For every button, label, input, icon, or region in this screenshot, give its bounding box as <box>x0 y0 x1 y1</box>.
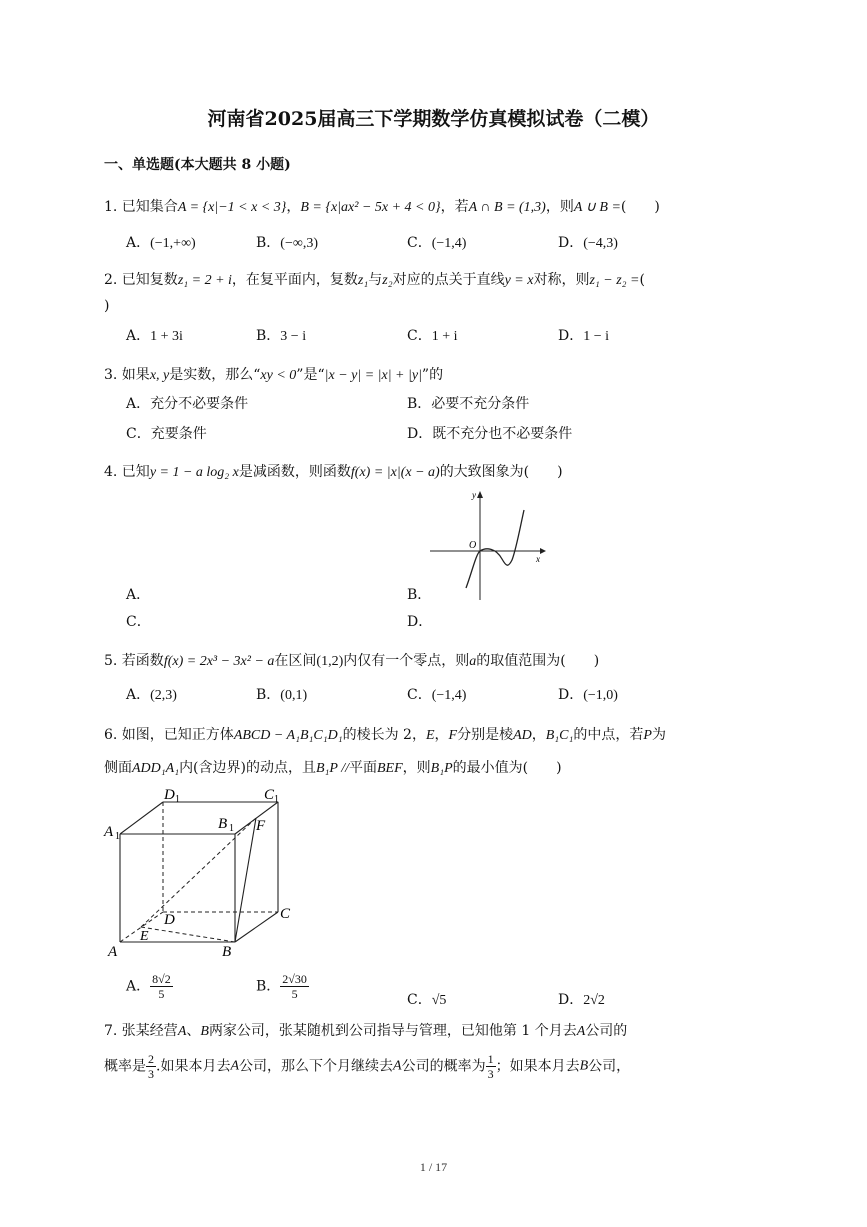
q7-math-a: A <box>177 1024 187 1039</box>
q5-math-a: f(x) = 2x³ − 3x² − a <box>163 654 275 669</box>
q6-line2-text-c: 平面 <box>349 760 377 776</box>
option-letter: B． <box>256 687 281 703</box>
q6-text-c: ， <box>434 727 449 743</box>
label-a1-subscript: 1 <box>115 831 120 842</box>
q5-text-c: 内仅有一个零点，则 <box>343 653 470 669</box>
question-2-stem <box>104 270 645 291</box>
option-letter: C． <box>407 328 432 344</box>
option-letter: C． <box>407 992 432 1008</box>
fraction-denominator: 3 <box>148 1067 154 1081</box>
label-a1: A <box>104 824 114 840</box>
q6-line2-text-a: 侧面 <box>104 760 132 776</box>
q1-option-b[interactable] <box>256 233 318 254</box>
option-value: (−1,4) <box>431 688 467 703</box>
q6-line2-math-b: B₁P // <box>316 761 349 776</box>
q7-line2-text-e: ；如果本月去 <box>495 1058 580 1075</box>
q2-math-a: z₁ = 2 + i <box>177 273 232 288</box>
label-d1-subscript: 1 <box>175 794 180 805</box>
q1-math-c: A ∩ B = (1,3) <box>468 200 546 215</box>
q2-text-c: 与 <box>368 272 383 288</box>
q6-option-c[interactable] <box>407 990 446 1011</box>
q4-graph-b <box>428 488 548 604</box>
q7-line2-text-a: 概率是 <box>104 1058 146 1075</box>
option-letter: C． <box>407 235 432 251</box>
option-fraction <box>150 972 173 1001</box>
q6-line2-text-e: 的最小值为( ) <box>452 760 562 776</box>
q2-option-a[interactable] <box>126 326 183 347</box>
q2-text-e: 对称，则 <box>533 272 590 288</box>
q3-math-a: x, y <box>149 368 170 383</box>
q2-text-a: 2. 已知复数 <box>104 272 178 288</box>
q4-option-c[interactable]: C． <box>126 614 151 630</box>
fraction-numerator: 1 <box>487 1052 494 1066</box>
q6-math-b: E <box>425 728 435 743</box>
option-value: 1 + 3i <box>150 329 183 344</box>
option-letter: B． <box>256 328 281 344</box>
q2-option-b[interactable] <box>256 326 306 347</box>
section-heading: 一、单选题(本大题共 8 小题) <box>104 157 291 173</box>
q7-line2-text-f: 公司， <box>588 1058 631 1075</box>
label-b: B <box>222 944 232 960</box>
q7-sep: 、 <box>186 1023 201 1039</box>
q6-option-d[interactable] <box>558 990 605 1011</box>
q3-option-b[interactable]: B．必要不充分条件 <box>407 396 530 412</box>
fraction-numerator: 2 <box>148 1052 154 1066</box>
question-7-stem-line2 <box>104 1052 630 1081</box>
option-value: (−1,0) <box>583 688 618 703</box>
edge-bc <box>235 912 278 942</box>
question-7-stem-line1 <box>104 1021 627 1042</box>
q4-text-b: 是减函数，则函数 <box>238 464 351 480</box>
option-value: √5 <box>431 993 447 1008</box>
q4-option-d[interactable]: D． <box>407 614 433 630</box>
question-4-stem <box>104 462 563 483</box>
q6-option-a[interactable] <box>126 972 173 1001</box>
option-value: (−1,4) <box>431 236 467 251</box>
label-d1: D <box>164 787 175 803</box>
q2-close-paren: ) <box>104 298 110 314</box>
option-value: 3 − i <box>280 329 307 344</box>
option-letter: D． <box>558 328 584 344</box>
q2-option-d[interactable] <box>558 326 609 347</box>
option-value: (−∞,3) <box>280 236 318 251</box>
q4-math-b: f(x) = |x|(x − a) <box>350 465 440 480</box>
q7-text-c: 公司的 <box>585 1023 628 1039</box>
q2-option-c[interactable] <box>407 326 458 347</box>
q6-line2-math-d: B₁P <box>430 761 453 776</box>
q5-math-c: a <box>469 654 477 669</box>
q5-option-a[interactable] <box>126 685 177 706</box>
q1-text-a: 1. 已知集合 <box>104 199 178 215</box>
q7-math-c: A <box>576 1024 586 1039</box>
q3-option-c[interactable]: C．充要条件 <box>126 426 207 442</box>
q2-text-f: ( <box>639 272 645 288</box>
q6-text-a: 6. 如图，已知正方体 <box>104 727 234 743</box>
q3-text-b: 是实数，那么“ <box>169 367 261 383</box>
page-number: 1 / 17 <box>419 1160 448 1174</box>
q4-text-c: 的大致图象为( ) <box>439 464 563 480</box>
q2-math-c: z₂ <box>382 273 393 288</box>
q1-text-b: ，若 <box>440 199 469 215</box>
q2-text-d: 对应的点关于直线 <box>392 272 505 288</box>
q1-option-c[interactable] <box>407 233 466 254</box>
option-letter: A． <box>126 687 151 703</box>
q6-math-f: P <box>643 728 652 743</box>
q1-math-b: B = {x|ax² − 5x + 4 < 0} <box>300 200 441 215</box>
q3-option-a[interactable]: A．充分不必要条件 <box>126 396 249 412</box>
label-e: E <box>140 929 149 944</box>
option-value: 1 + i <box>431 329 458 344</box>
question-1-stem <box>104 197 660 218</box>
q4-option-b[interactable]: B． <box>407 587 432 603</box>
q6-text-b: 的棱长为 2， <box>342 727 426 743</box>
q7-fraction-2 <box>486 1052 496 1081</box>
q7-line2-text-d: 公司的概率为 <box>401 1058 486 1075</box>
q6-option-b[interactable] <box>256 972 309 1001</box>
q6-text-e: ， <box>531 727 546 743</box>
q1-option-a[interactable] <box>126 233 196 254</box>
option-letter: D． <box>558 687 584 703</box>
q6-line2-math-a: ADD₁A₁ <box>132 761 180 776</box>
label-c: C <box>280 906 291 922</box>
option-value: (−4,3) <box>583 236 618 251</box>
q6-text-d: 分别是棱 <box>457 727 514 743</box>
q2-math-d: y = x <box>504 273 534 288</box>
q6-line2-math-c: BEF <box>377 761 403 776</box>
option-letter: B． <box>256 978 281 995</box>
q1-text-c: ，则 <box>545 199 574 215</box>
option-letter: A． <box>126 235 151 251</box>
label-f: F <box>256 818 266 834</box>
label-c1-subscript: 1 <box>274 794 279 805</box>
q7-math-b: B <box>200 1024 209 1039</box>
fraction-denominator: 5 <box>158 987 165 1001</box>
option-letter: A． <box>126 328 151 344</box>
q6-line2-text-b: 内(含边界)的动点，且 <box>179 760 316 776</box>
q1-math-d: A ∪ B = <box>573 200 621 215</box>
option-value: (−1,+∞) <box>150 236 196 251</box>
label-d: D <box>164 912 175 928</box>
q7-text-b: 两家公司，张某随机到公司指导与管理，已知他第 1 个月去 <box>208 1023 577 1039</box>
q3-text-d: ”的 <box>421 367 444 383</box>
q7-math-d: A <box>230 1058 240 1074</box>
label-b1: B <box>218 816 228 832</box>
q2-math-e: z₁ − z₂ = <box>589 273 640 288</box>
q3-text-a: 3. 如果 <box>104 367 150 383</box>
q4-math-a: y = 1 − a log₂ x <box>149 465 239 480</box>
q3-math-b: xy < 0 <box>260 368 297 383</box>
option-letter: C． <box>407 687 432 703</box>
q6-line2-text-d: ，则 <box>402 760 431 776</box>
q5-option-d[interactable] <box>558 685 618 706</box>
q6-math-c: F <box>448 728 458 743</box>
q5-text-a: 5. 若函数 <box>104 653 164 669</box>
option-value: (0,1) <box>280 688 308 703</box>
q6-math-a: ABCD − A₁B₁C₁D₁ <box>233 728 343 743</box>
q1-option-d[interactable] <box>558 233 618 254</box>
option-letter: A． <box>126 978 151 995</box>
q6-math-e: B₁C₁ <box>545 728 574 743</box>
q1-sep: ， <box>286 199 301 215</box>
fraction-numerator: 2√30 <box>282 972 307 986</box>
cube-diagram <box>100 782 300 962</box>
q2-text-b: ，在复平面内，复数 <box>231 272 358 288</box>
option-value: 1 − i <box>583 329 610 344</box>
q7-text-a: 7. 张某经营 <box>104 1023 178 1039</box>
question-3-stem <box>104 365 443 386</box>
y-axis-arrow <box>477 491 483 498</box>
q3-math-c: |x − y| = |x| + |y| <box>324 368 422 383</box>
option-value: (2,3) <box>150 688 177 703</box>
fraction-numerator: 8√2 <box>152 972 171 986</box>
q5-text-b: 在区间 <box>274 653 317 669</box>
q5-math-b: (1,2) <box>316 654 344 669</box>
x-axis-label: x <box>536 554 540 564</box>
segment-eb <box>141 927 235 942</box>
q4-text-a: 4. 已知 <box>104 464 150 480</box>
origin-label: O <box>469 540 477 551</box>
q7-math-f: B <box>579 1058 589 1074</box>
q2-math-b: z₁ <box>357 273 369 288</box>
q7-line2-text-c: 公司，那么下个月继续去 <box>239 1058 394 1075</box>
label-c1: C <box>264 787 275 803</box>
q5-option-b[interactable] <box>256 685 307 706</box>
edge-a1d1 <box>120 802 163 834</box>
q1-math-a: A = {x|−1 < x < 3} <box>177 200 287 215</box>
option-fraction <box>280 972 309 1001</box>
q1-text-d: ( ) <box>620 199 660 215</box>
question-6-stem-line1 <box>104 725 666 746</box>
q7-line2-text-b: .如果本月去 <box>156 1058 231 1075</box>
q7-fraction-1 <box>146 1052 156 1081</box>
label-a: A <box>108 944 118 960</box>
q5-text-d: 的取值范围为( ) <box>476 653 600 669</box>
y-axis-label: y <box>472 490 476 500</box>
option-letter: D． <box>558 992 584 1008</box>
q6-text-f: 的中点，若 <box>573 727 644 743</box>
q5-option-c[interactable] <box>407 685 466 706</box>
option-value: 2√2 <box>583 993 605 1008</box>
page-title: 河南省2025届高三下学期数学仿真模拟试卷（二模） <box>207 108 660 130</box>
option-letter: D． <box>558 235 584 251</box>
q7-math-e: A <box>393 1058 402 1074</box>
fraction-denominator: 5 <box>291 987 298 1001</box>
question-5-stem <box>104 651 599 672</box>
segment-bf <box>235 818 256 942</box>
question-6-stem-line2 <box>104 758 562 779</box>
q3-text-c: ”是“ <box>296 367 325 383</box>
fraction-denominator: 3 <box>487 1067 494 1081</box>
x-axis-arrow <box>540 548 546 554</box>
q6-text-g: 为 <box>651 727 666 743</box>
q3-option-d[interactable]: D．既不充分也不必要条件 <box>407 426 573 442</box>
q4-option-a[interactable]: A． <box>126 587 151 603</box>
option-letter: B． <box>256 235 281 251</box>
q6-math-d: AD <box>513 728 532 743</box>
label-b1-subscript: 1 <box>229 823 234 834</box>
